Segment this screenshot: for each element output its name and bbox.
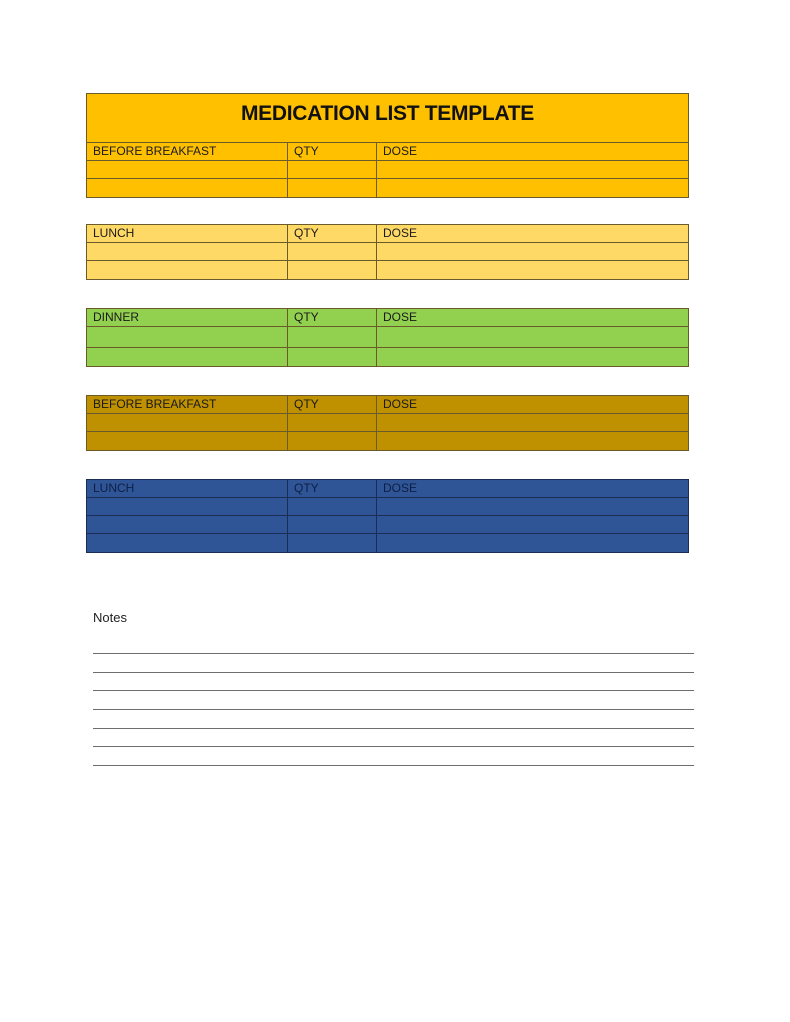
qty-cell[interactable]: [288, 243, 377, 260]
dose-cell[interactable]: [377, 498, 688, 515]
dose-cell[interactable]: [377, 179, 688, 197]
table-row: [87, 348, 688, 366]
qty-cell[interactable]: [288, 161, 377, 178]
table-row: [87, 179, 688, 197]
notes-line[interactable]: [93, 765, 694, 766]
table-row: [87, 498, 688, 516]
table-row: [87, 516, 688, 534]
medication-cell[interactable]: [87, 179, 288, 197]
dose-cell[interactable]: [377, 432, 688, 450]
table-header-row: [87, 396, 688, 414]
header-qty: QTY: [288, 480, 377, 497]
header-qty: QTY: [288, 143, 377, 160]
dose-cell[interactable]: [377, 348, 688, 366]
medication-cell[interactable]: [87, 432, 288, 450]
dose-cell[interactable]: [377, 414, 688, 431]
table-row: [87, 432, 688, 450]
qty-cell[interactable]: [288, 348, 377, 366]
header-meal: LUNCH: [87, 225, 288, 242]
qty-cell[interactable]: [288, 432, 377, 450]
qty-cell[interactable]: [288, 414, 377, 431]
dose-cell[interactable]: [377, 261, 688, 279]
medication-table-before-breakfast-2: [86, 395, 689, 451]
medication-cell[interactable]: [87, 261, 288, 279]
medication-table-before-breakfast-1: [86, 93, 689, 198]
header-dose: DOSE: [383, 144, 418, 158]
notes-line[interactable]: [93, 728, 694, 729]
header-qty: QTY: [288, 309, 377, 326]
medication-cell[interactable]: [87, 498, 288, 515]
header-meal: LUNCH: [87, 480, 288, 497]
qty-cell[interactable]: [288, 534, 377, 552]
table-row: [87, 414, 688, 432]
table-row: [87, 161, 688, 179]
medication-table-lunch-2: [86, 479, 689, 553]
medication-cell[interactable]: [87, 327, 288, 347]
qty-cell[interactable]: [288, 179, 377, 197]
notes-line[interactable]: [93, 653, 694, 654]
table-header-row: [87, 309, 688, 327]
table-header-row: [87, 225, 688, 243]
table-header-row: [87, 143, 688, 161]
dose-cell[interactable]: [377, 327, 688, 347]
medication-cell[interactable]: [87, 348, 288, 366]
dose-cell[interactable]: [377, 516, 688, 533]
medication-cell[interactable]: [87, 534, 288, 552]
notes-label: Notes: [93, 610, 127, 625]
medication-cell[interactable]: [87, 243, 288, 260]
qty-cell[interactable]: [288, 498, 377, 515]
header-meal: DINNER: [87, 309, 288, 326]
table-header-row: [87, 480, 688, 498]
medication-cell[interactable]: [87, 414, 288, 431]
medication-cell[interactable]: [87, 516, 288, 533]
table-row: [87, 534, 688, 552]
table-row: [87, 261, 688, 279]
header-qty: QTY: [288, 396, 377, 413]
medication-table-dinner: [86, 308, 689, 367]
qty-cell[interactable]: [288, 327, 377, 347]
medication-table-lunch-1: [86, 224, 689, 280]
header-meal: BEFORE BREAKFAST: [87, 143, 288, 160]
header-dose: DOSE: [383, 397, 418, 411]
header-dose: DOSE: [383, 310, 418, 324]
qty-cell[interactable]: [288, 516, 377, 533]
dose-cell[interactable]: [377, 243, 688, 260]
header-dose: DOSE: [383, 226, 418, 240]
page-title: MEDICATION LIST TEMPLATE: [240, 102, 534, 125]
notes-line[interactable]: [93, 709, 694, 710]
header-dose: DOSE: [383, 481, 418, 495]
notes-line[interactable]: [93, 690, 694, 691]
title-row: [87, 94, 688, 143]
notes-line[interactable]: [93, 746, 694, 747]
notes-line[interactable]: [93, 672, 694, 673]
table-row: [87, 327, 688, 348]
table-row: [87, 243, 688, 261]
dose-cell[interactable]: [377, 161, 688, 178]
header-qty: QTY: [288, 225, 377, 242]
dose-cell[interactable]: [377, 534, 688, 552]
qty-cell[interactable]: [288, 261, 377, 279]
header-meal: BEFORE BREAKFAST: [87, 396, 288, 413]
medication-cell[interactable]: [87, 161, 288, 178]
